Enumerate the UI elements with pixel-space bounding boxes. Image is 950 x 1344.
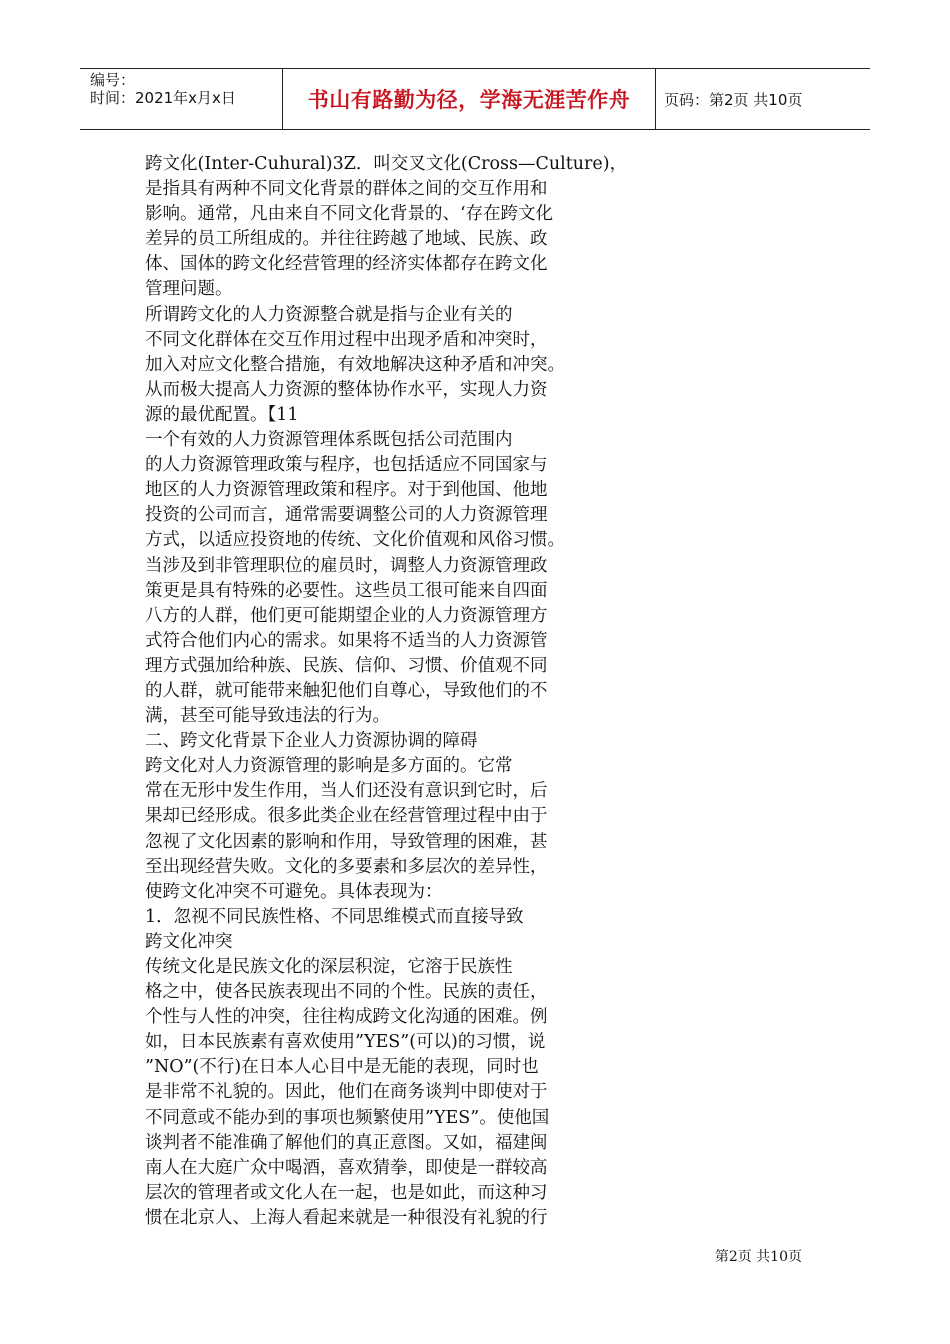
body-line: 忽视了文化因素的影响和作用，导致管理的困难，甚 xyxy=(145,831,548,852)
body-line: 跨文化冲突 xyxy=(145,931,233,952)
body-line: 谈判者不能准确了解他们的真正意图。又如，福建闽 xyxy=(145,1132,548,1153)
body-line: 不同意或不能办到的事项也频繁使用”YES”。使他国 xyxy=(145,1107,550,1128)
page-footer: 第2页 共10页 xyxy=(714,1249,802,1265)
body-line: 惯在北京人、上海人看起来就是一种很没有礼貌的行 xyxy=(145,1207,548,1228)
body-line: 是指具有两种不同文化背景的群体之间的交互作用和 xyxy=(145,179,548,200)
body-line: 使跨文化冲突不可避免。具体表现为： xyxy=(145,881,443,902)
body-line: 个性与人性的冲突，往往构成跨文化沟通的困难。例 xyxy=(145,1007,548,1028)
body-line: 差异的员工所组成的。并往往跨越了地域、民族、政 xyxy=(145,229,548,250)
document-body xyxy=(145,152,645,1231)
body-line: 1．忽视不同民族性格、不同思维模式而直接导致 xyxy=(145,906,524,927)
body-line: ”NO”(不行)在日本人心目中是无能的表现，同时也 xyxy=(145,1057,539,1078)
body-line: 影响。通常，凡由来自不同文化背景的、‘存在跨文化 xyxy=(145,204,554,225)
body-line: 一个有效的人力资源管理体系既包括公司范围内 xyxy=(145,430,513,451)
body-line: 果却已经形成。很多此类企业在经营管理过程中由于 xyxy=(145,806,548,827)
page-header xyxy=(80,68,870,130)
body-line: 体、国体的跨文化经营管理的经济实体都存在跨文化 xyxy=(145,254,548,275)
body-line: 投资的公司而言，通常需要调整公司的人力资源管理 xyxy=(145,505,548,526)
body-line: 跨文化对人力资源管理的影响是多方面的。它常 xyxy=(145,756,513,777)
header-page-code-cell xyxy=(656,69,870,129)
body-line: 满，甚至可能导致违法的行为。 xyxy=(145,706,390,727)
body-line: 理方式强加给种族、民族、信仰、习惯、价值观不同 xyxy=(145,655,548,676)
body-line: 是非常不礼貌的。因此，他们在商务谈判中即使对于 xyxy=(145,1082,548,1103)
body-line: 所谓跨文化的人力资源整合就是指与企业有关的 xyxy=(145,304,513,325)
body-line: 当涉及到非管理职位的雇员时，调整人力资源管理政 xyxy=(145,555,548,576)
body-line: 二、跨文化背景下企业人力资源协调的障碍 xyxy=(145,731,478,752)
body-line: 的人力资源管理政策与程序，也包括适应不同国家与 xyxy=(145,455,548,476)
body-line: 加入对应文化整合措施，有效地解决这种矛盾和冲突。 xyxy=(145,354,565,375)
document-number-label: 编号： xyxy=(90,71,136,89)
body-line: 从而极大提高人力资源的整体协作水平，实现人力资 xyxy=(145,379,548,400)
body-line: 跨文化(Inter-Cuhural)3Z．叫交叉文化(Cross—Culture)， xyxy=(145,154,628,174)
body-line: 不同文化群体在交互作用过程中出现矛盾和冲突时， xyxy=(145,329,548,350)
body-line: 式符合他们内心的需求。如果将不适当的人力资源管 xyxy=(145,630,548,651)
body-line: 格之中，使各民族表现出不同的个性。民族的责任， xyxy=(145,982,548,1003)
body-line: 管理问题。 xyxy=(145,279,233,300)
body-line: 常在无形中发生作用，当人们还没有意识到它时，后 xyxy=(145,781,548,802)
body-line: 策更是具有特殊的必要性。这些员工很可能来自四面 xyxy=(145,580,548,601)
body-line: 如，日本民族素有喜欢使用”YES”(可以)的习惯，说 xyxy=(145,1032,546,1053)
header-motto: 书山有路勤为径，学海无涯苦作舟 xyxy=(307,88,631,112)
body-line: 层次的管理者或文化人在一起，也是如此，而这种习 xyxy=(145,1182,548,1203)
body-line: 南人在大庭广众中喝酒，喜欢猜拳，即使是一群较高 xyxy=(145,1157,548,1178)
header-page-code: 页码：第2页 共10页 xyxy=(664,90,803,109)
body-line: 至出现经营失败。文化的多要素和多层次的差异性， xyxy=(145,856,548,877)
document-time-label: 时间：2021年x月x日 xyxy=(90,89,236,107)
body-line: 的人群，就可能带来触犯他们自尊心，导致他们的不 xyxy=(145,680,548,701)
header-motto-cell xyxy=(283,69,656,129)
header-meta xyxy=(80,69,283,129)
body-line: 源的最优配置。【11 xyxy=(145,404,299,425)
body-line: 地区的人力资源管理政策和程序。对于到他国、他地 xyxy=(145,480,548,501)
body-line: 方式，以适应投资地的传统、文化价值观和风俗习惯。 xyxy=(145,530,565,551)
body-line: 八方的人群，他们更可能期望企业的人力资源管理方 xyxy=(145,605,548,626)
body-line: 传统文化是民族文化的深层积淀，它溶于民族性 xyxy=(145,957,513,977)
